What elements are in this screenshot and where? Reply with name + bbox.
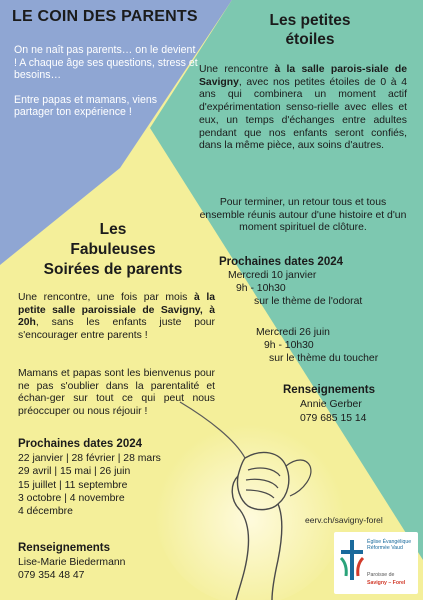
- hand-illustration: [150, 400, 350, 600]
- soirees-date-line: 3 octobre | 4 novembre: [18, 492, 125, 504]
- etoiles-dates-heading: Prochaines dates 2024: [219, 256, 344, 268]
- etoiles-date1-theme: sur le thème de l'odorat: [254, 296, 363, 307]
- soirees-invitation: Mamans et papas sont les bienvenus pour ne pas s'oublier dans la parentalité et échan-ger sur tout ce qui peut nous préoccuper ou nous réjouir !: [18, 368, 215, 417]
- etoiles-text-bold: à la salle parois-siale de Savigny: [199, 64, 408, 88]
- etoiles-contact-name: Annie Gerber: [300, 399, 362, 410]
- etoiles-title: [255, 11, 365, 49]
- soirees-title-line-3: Soirées de parents: [43, 261, 183, 278]
- soirees-dates-list: [18, 452, 161, 518]
- etoiles-title-line-1: Les petites: [269, 12, 351, 29]
- cross-logo-icon: [338, 538, 366, 586]
- soirees-contact-phone: 079 354 48 47: [18, 570, 85, 581]
- logo-church-name: Église Évangélique Réformée Vaud: [367, 539, 412, 551]
- etoiles-date1-time: 9h - 10h30: [236, 283, 286, 294]
- logo-parish-label: Paroisse de: [367, 572, 395, 578]
- intro-line-1: On ne naît pas parents… on le devient ! A chaque âge ses questions, stress et besoins…: [14, 44, 198, 82]
- parish-logo: [334, 532, 418, 594]
- soirees-contact-name: Lise-Marie Biedermann: [18, 557, 126, 568]
- etoiles-date2-day: Mercredi 26 juin: [256, 327, 330, 338]
- soirees-p1-bold: à la petite salle paroissiale de Savigny, à 20h: [18, 292, 215, 329]
- etoiles-closing-text: Pour terminer, un retour tous et tous ensemble réunis autour d'une histoire et d'un moment spirituel de clôture.: [199, 197, 407, 234]
- etoiles-text-post: , avec nos petites étoiles de 0 à 4 ans qui combinera un moment actif d'expérimentation senso-rielle avec elles et eux, un temps d'échanges entre adultes pendant que nos enfants seront confiés, dans la même pièce, aux soins d'autres.: [199, 76, 407, 152]
- soirees-description: [18, 292, 215, 342]
- etoiles-contact-phone: 079 685 15 14: [300, 413, 367, 424]
- soirees-title: [18, 220, 208, 280]
- page-title: LE COIN DES PARENTS: [12, 8, 198, 25]
- etoiles-date1-day: Mercredi 10 janvier: [228, 270, 317, 281]
- soirees-dates-heading: Prochaines dates 2024: [18, 438, 143, 450]
- etoiles-date2-time: 9h - 10h30: [264, 340, 314, 351]
- intro-text: [14, 44, 199, 131]
- soirees-p1-post: , sans les enfants juste pour s'encourager entre parents !: [18, 317, 215, 341]
- soirees-date-line: 22 janvier | 28 février | 28 mars: [18, 453, 161, 464]
- soirees-date-line: 4 décembre: [18, 506, 73, 518]
- etoiles-date2-theme: sur le thème du toucher: [269, 353, 379, 364]
- soirees-date-line: 29 avril | 15 mai | 26 juin: [18, 466, 131, 478]
- soirees-p1-pre: Une rencontre, une fois par mois: [18, 292, 194, 303]
- etoiles-description: [199, 64, 407, 153]
- etoiles-text-pre: Une rencontre: [199, 64, 275, 75]
- logo-parish-name: Savigny – Forel: [367, 580, 406, 586]
- soirees-title-line-1: Les: [99, 221, 127, 238]
- intro-line-2: Entre papas et mamans, viens partager ton expérience !: [14, 93, 158, 119]
- website-link[interactable]: eerv.ch/savigny-forel: [305, 515, 383, 525]
- etoiles-contact-heading: Renseignements: [283, 384, 376, 396]
- soirees-date-line: 15 juillet | 11 septembre: [18, 479, 128, 491]
- soirees-title-line-2: Fabuleuses: [70, 241, 156, 258]
- etoiles-title-line-2: étoiles: [285, 31, 335, 48]
- soirees-contact-heading: Renseignements: [18, 542, 111, 554]
